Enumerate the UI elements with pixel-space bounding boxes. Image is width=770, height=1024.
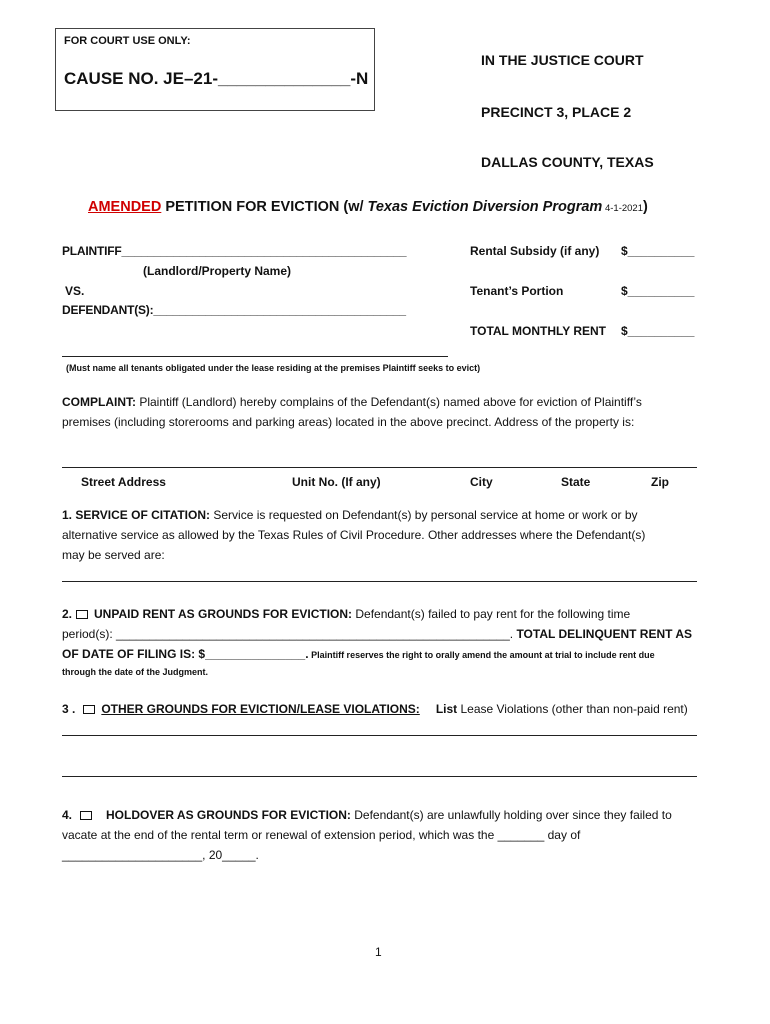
complaint-label: COMPLAINT: (62, 395, 136, 409)
versus-label: VS. (65, 284, 85, 298)
unpaid-rent-line-2: period(s): ___________________________________________________________. TOTAL DELINQUENT RENT AS (62, 627, 693, 641)
delinquent-rent-field[interactable]: OF DATE OF FILING IS: $_______________. (62, 647, 309, 661)
defendants-field[interactable]: DEFENDANT(S):_______________________________________ (62, 303, 406, 317)
service-line-3: may be served are: (62, 548, 165, 562)
court-name: IN THE JUSTICE COURT (481, 52, 644, 68)
holdover-line-1: 4. HOLDOVER AS GROUNDS FOR EVICTION: Defendant(s) are unlawfully holding over since they failed to (62, 808, 672, 822)
holdover-checkbox[interactable] (80, 811, 92, 820)
court-precinct: PRECINCT 3, PLACE 2 (481, 104, 632, 120)
court-county: DALLAS COUNTY, TEXAS (481, 154, 654, 170)
other-addresses-line[interactable] (62, 581, 697, 582)
rent-period-field[interactable]: period(s): ___________________________________________________________. (62, 627, 514, 641)
unpaid-rent-checkbox[interactable] (76, 610, 88, 619)
section-4-number: 4. (62, 808, 73, 822)
total-rent-field[interactable]: $__________ (621, 324, 695, 338)
lease-violations-checkbox[interactable] (83, 705, 95, 714)
plaintiff-field[interactable]: PLAINTIFF____________________________________________ (62, 244, 407, 258)
title-main: PETITION FOR EVICTION (w/ (161, 199, 368, 215)
unpaid-rent-line-3: OF DATE OF FILING IS: $_______________. Plaintiff reserves the right to orally amend the amount at trial to include rent due (62, 647, 655, 661)
total-rent-label: TOTAL MONTHLY RENT (470, 324, 607, 338)
service-heading: 1. SERVICE OF CITATION: (62, 508, 211, 522)
street-address-label: Street Address (81, 475, 166, 489)
title-close: ) (643, 199, 648, 215)
amended-label: AMENDED (88, 199, 162, 215)
complaint-line-1: COMPLAINT: Plaintiff (Landlord) hereby complains of the Defendant(s) named above for eviction of Plaintiff’s (62, 395, 642, 409)
holdover-line-3[interactable]: _____________________, 20_____. (62, 848, 259, 862)
lease-violations-line: 3 . OTHER GROUNDS FOR EVICTION/LEASE VIOLATIONS: List Lease Violations (other than non-paid rent) (62, 702, 688, 716)
rental-subsidy-field[interactable]: $__________ (621, 244, 695, 258)
zip-label: Zip (651, 475, 669, 489)
title-date: 4-1-2021 (602, 203, 643, 214)
unpaid-rent-heading: UNPAID RENT AS GROUNDS FOR EVICTION: (94, 607, 353, 621)
holdover-line-2[interactable]: vacate at the end of the rental term or renewal of extension period, which was the _______ day of (62, 828, 581, 842)
section-3-number: 3 . (62, 702, 76, 716)
lease-violations-line-2[interactable] (62, 776, 697, 777)
page-number: 1 (375, 945, 382, 959)
rental-subsidy-label: Rental Subsidy (if any) (470, 244, 600, 258)
unpaid-rent-line-1: 2. UNPAID RENT AS GROUNDS FOR EVICTION: Defendant(s) failed to pay rent for the following time (62, 607, 631, 621)
complaint-line-2: premises (including storerooms and parking areas) located in the above precinct. Address of the property is: (62, 415, 635, 429)
unit-number-label: Unit No. (If any) (292, 475, 381, 489)
holdover-heading: HOLDOVER AS GROUNDS FOR EVICTION: (106, 808, 351, 822)
court-use-box (55, 28, 375, 111)
service-line-2: alternative service as allowed by the Texas Rules of Civil Procedure. Other addresses where the Defendant(s) (62, 528, 646, 542)
cause-number: CAUSE NO. JE–21-______________-N (64, 69, 369, 88)
title-program: Texas Eviction Diversion Program (367, 199, 603, 215)
unpaid-rent-line-4: through the date of the Judgment. (62, 667, 208, 677)
document-title (88, 199, 648, 215)
tenant-portion-field[interactable]: $__________ (621, 284, 695, 298)
state-label: State (561, 475, 591, 489)
court-use-label: FOR COURT USE ONLY: (64, 35, 191, 47)
defendants-continuation-line[interactable] (62, 356, 448, 357)
lease-violations-heading: OTHER GROUNDS FOR EVICTION/LEASE VIOLATIONS: (101, 702, 420, 716)
tenants-note: (Must name all tenants obligated under the lease residing at the premises Plaintiff seeks to evict) (66, 363, 481, 373)
tenant-portion-label: Tenant’s Portion (470, 284, 564, 298)
service-line-1: 1. SERVICE OF CITATION: Service is requested on Defendant(s) by personal service at home or work or by (62, 508, 638, 522)
landlord-caption: (Landlord/Property Name) (143, 264, 292, 278)
city-label: City (470, 475, 493, 489)
property-address-line[interactable] (62, 467, 697, 468)
section-2-number: 2. (62, 607, 73, 621)
lease-violations-line-1[interactable] (62, 735, 697, 736)
